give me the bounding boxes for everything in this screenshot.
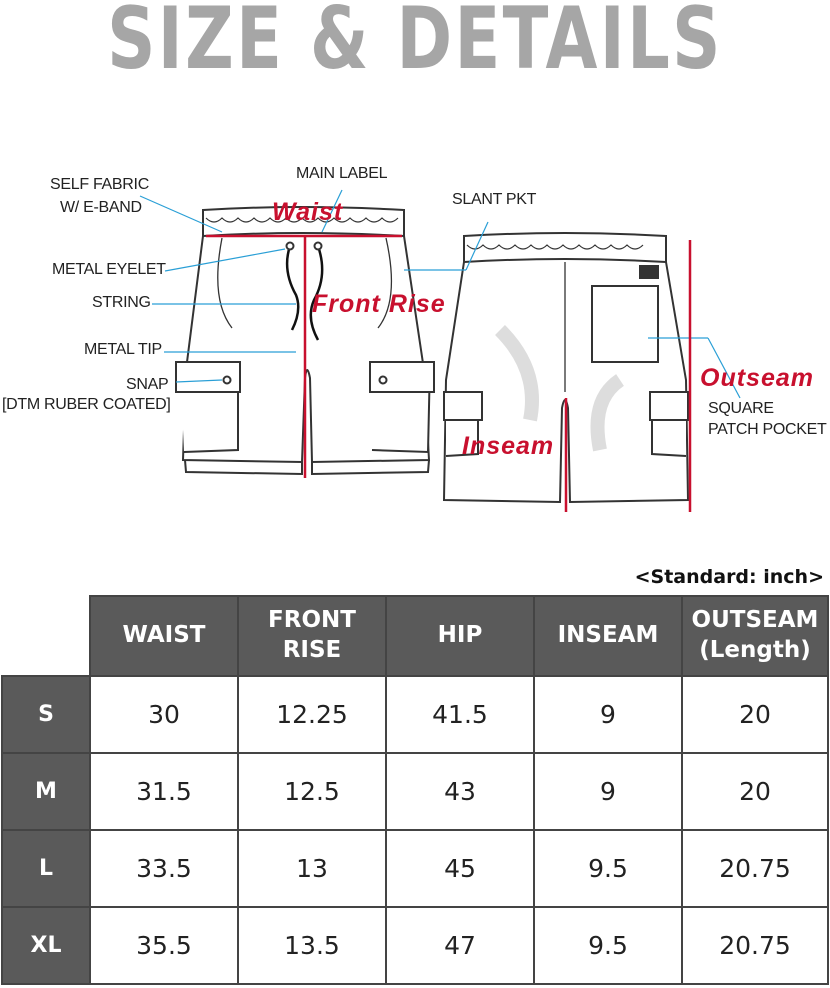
callout-slant-pkt: SLANT PKT <box>452 191 537 208</box>
row-header-size: S <box>2 676 90 753</box>
col-header-outseam: OUTSEAM (Length) <box>682 596 828 676</box>
table-cell: 12.25 <box>238 676 386 753</box>
col-header-waist: WAIST <box>90 596 238 676</box>
label-waist: Waist <box>272 198 344 226</box>
col-header-front-rise: FRONT RISE <box>238 596 386 676</box>
callout-main-label: MAIN LABEL <box>296 165 388 182</box>
col-header-inseam: INSEAM <box>534 596 682 676</box>
table-cell: 20.75 <box>682 830 828 907</box>
table-cell: 43 <box>386 753 534 830</box>
table-cell: 13 <box>238 830 386 907</box>
label-inseam: Inseam <box>462 432 555 460</box>
table-row <box>2 753 828 830</box>
unit-note: <Standard: inch> <box>634 566 824 588</box>
table-cell: 35.5 <box>90 907 238 984</box>
label-outseam: Outseam <box>700 364 814 392</box>
size-table <box>1 595 829 985</box>
header-row <box>2 596 828 676</box>
callout-metal-eyelet: METAL EYELET <box>52 261 166 278</box>
callout-self-fabric: SELF FABRIC <box>50 176 149 193</box>
row-header-size: M <box>2 753 90 830</box>
label-front-rise: Front Rise <box>312 290 446 318</box>
table-cell: 9 <box>534 676 682 753</box>
table-cell: 9 <box>534 753 682 830</box>
table-cell: 12.5 <box>238 753 386 830</box>
table-cell: 30 <box>90 676 238 753</box>
callout-patch-pocket: PATCH POCKET <box>708 421 827 438</box>
callout-string: STRING <box>92 294 151 311</box>
table-cell: 20 <box>682 676 828 753</box>
table-cell: 33.5 <box>90 830 238 907</box>
row-header-size: XL <box>2 907 90 984</box>
table-corner <box>2 596 90 676</box>
table-row <box>2 907 828 984</box>
callout-square: SQUARE <box>708 400 774 417</box>
callout-metal-tip: METAL TIP <box>84 341 162 358</box>
callout-snap-note: [DTM RUBER COATED] <box>2 396 171 413</box>
table-cell: 31.5 <box>90 753 238 830</box>
table-cell: 47 <box>386 907 534 984</box>
table-cell: 9.5 <box>534 830 682 907</box>
callout-e-band: W/ E-BAND <box>60 199 142 216</box>
table-cell: 9.5 <box>534 907 682 984</box>
table-cell: 45 <box>386 830 534 907</box>
table-cell: 20 <box>682 753 828 830</box>
col-header-hip: HIP <box>386 596 534 676</box>
table-cell: 20.75 <box>682 907 828 984</box>
table-cell: 13.5 <box>238 907 386 984</box>
table-cell: 41.5 <box>386 676 534 753</box>
table-row <box>2 676 828 753</box>
table-row <box>2 830 828 907</box>
callout-snap: SNAP <box>126 376 169 393</box>
row-header-size: L <box>2 830 90 907</box>
page-title: SIZE & DETAILS <box>107 0 723 89</box>
